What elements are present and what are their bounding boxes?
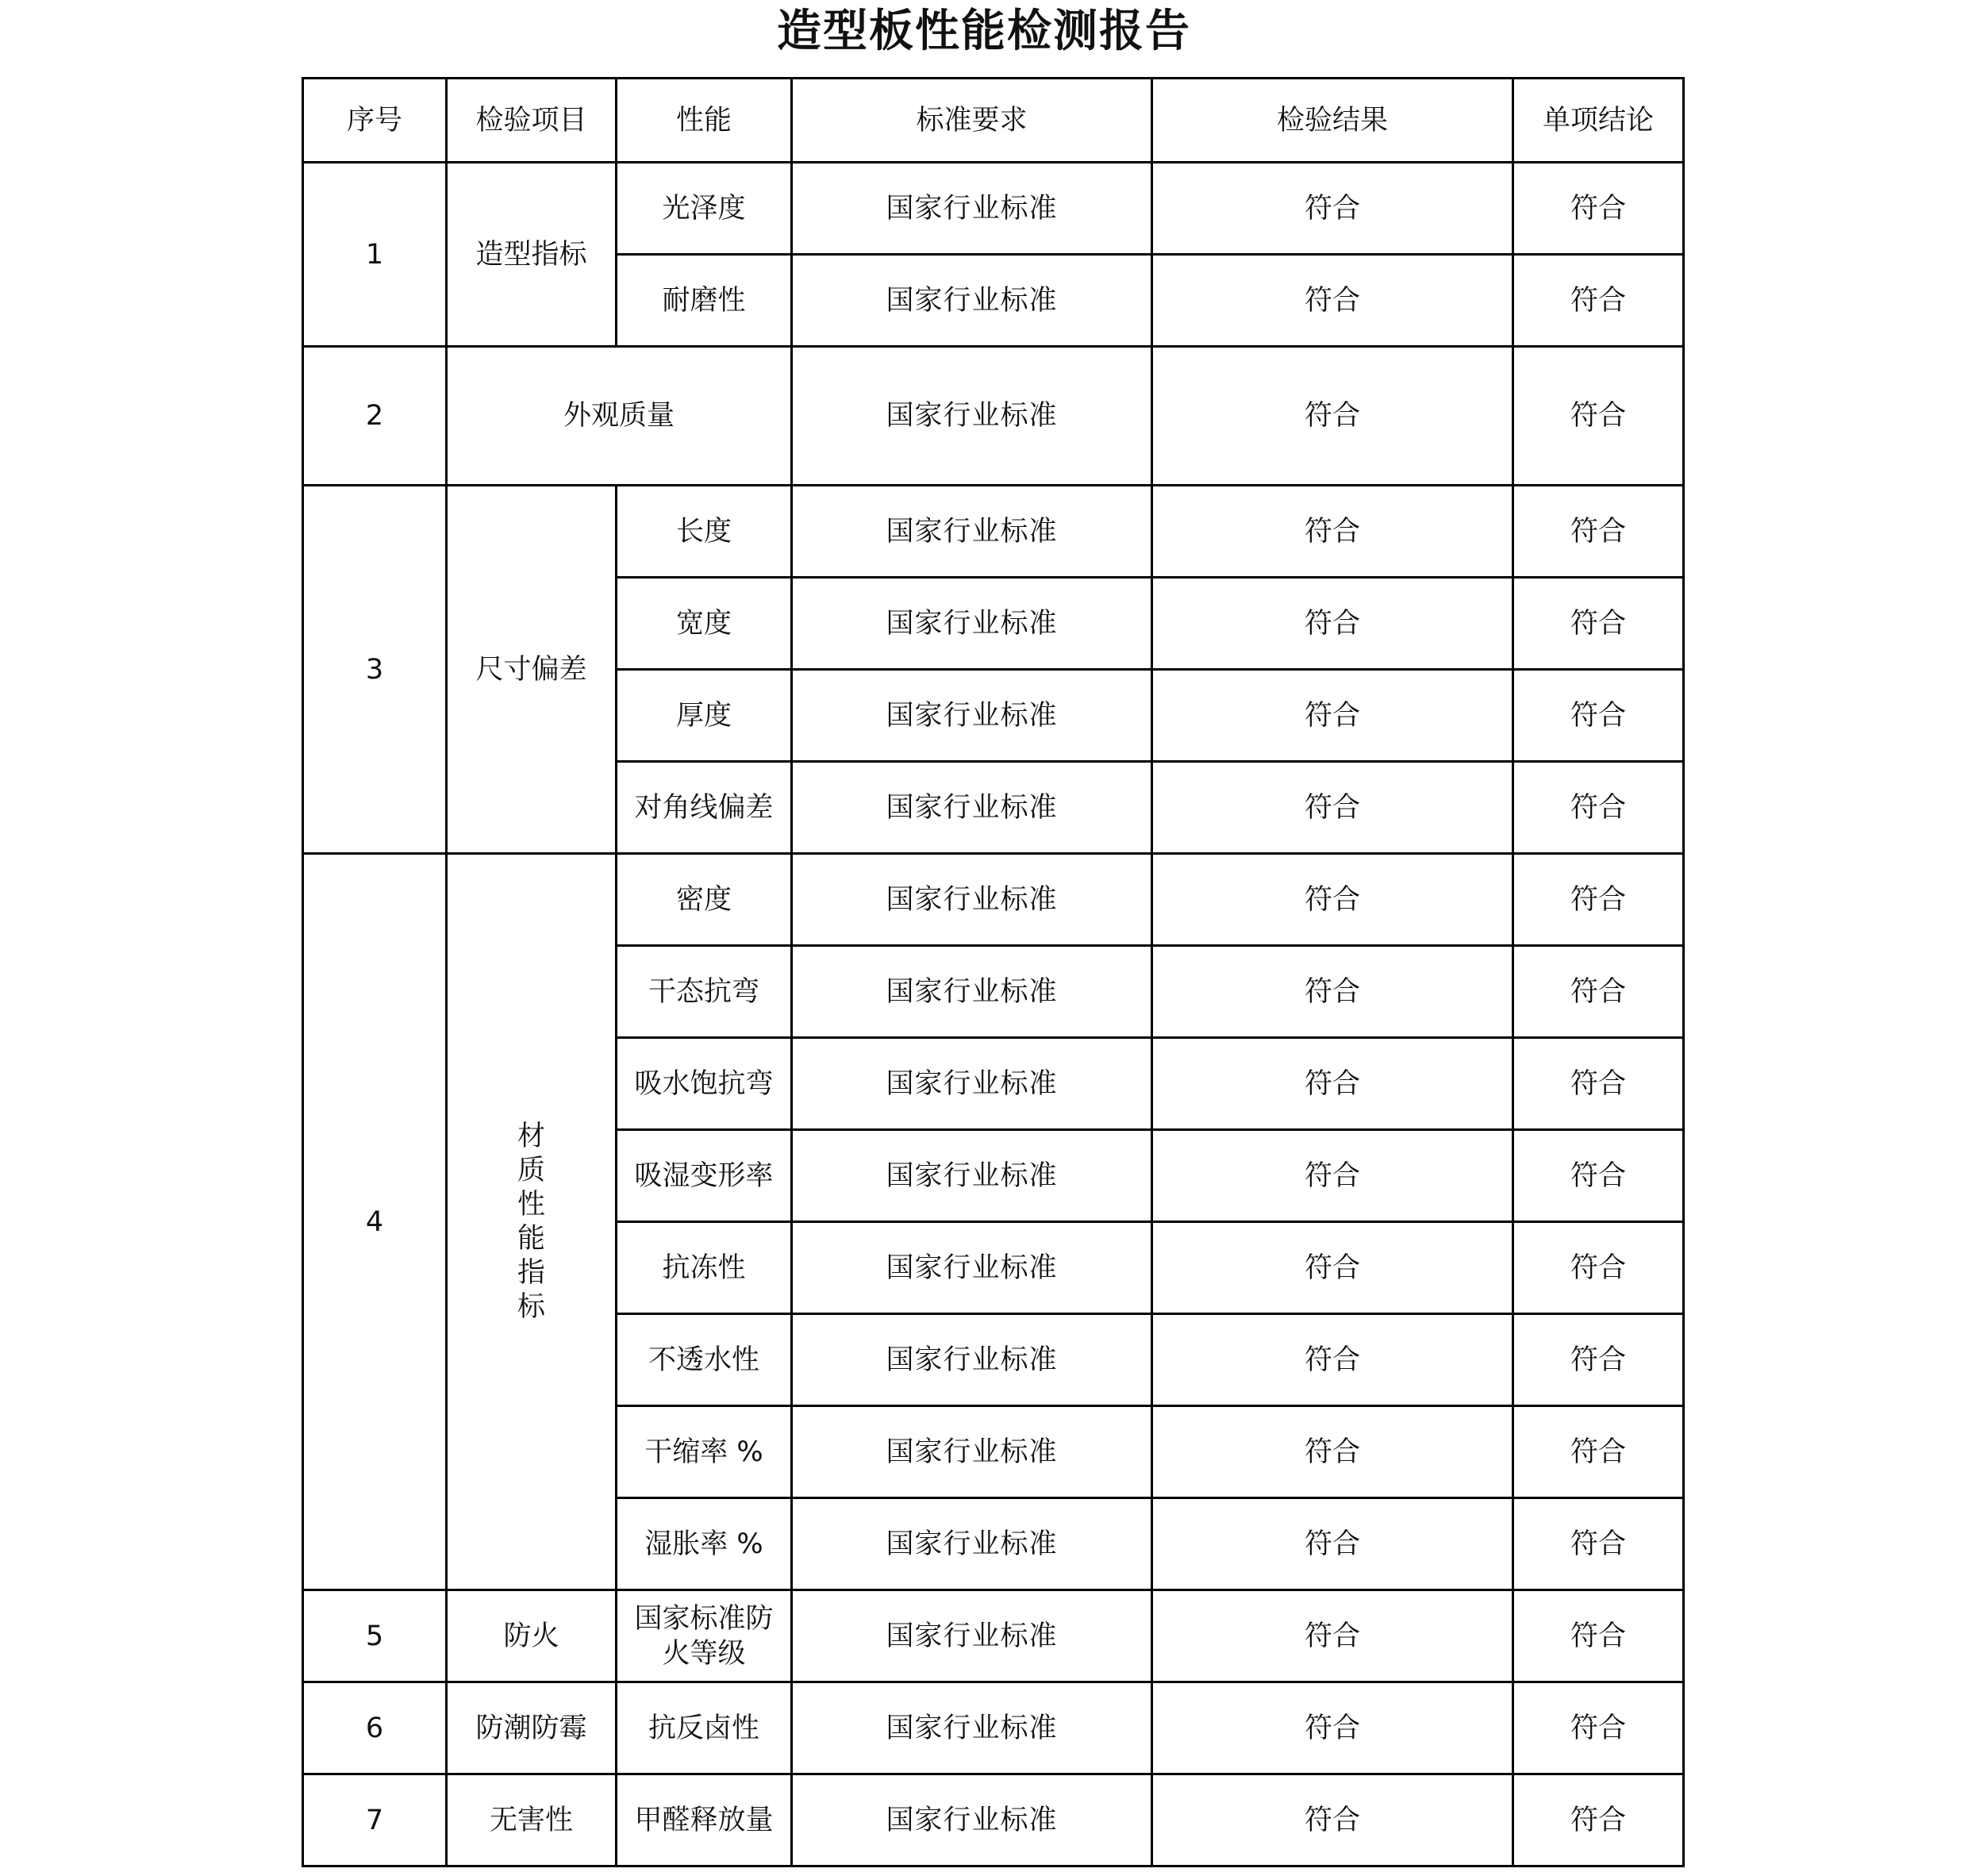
result-cell: 符合 (1152, 1682, 1513, 1774)
perf-cell: 甲醛释放量 (617, 1774, 792, 1866)
group-item: 防火 (447, 1590, 617, 1682)
header-perf: 性能 (617, 79, 792, 163)
std-cell: 国家行业标准 (792, 255, 1152, 347)
header-conclusion: 单项结论 (1513, 79, 1684, 163)
std-cell: 国家行业标准 (792, 1590, 1152, 1682)
std-cell: 国家行业标准 (792, 1038, 1152, 1130)
perf-cell (617, 1590, 792, 1682)
header-row (303, 79, 1684, 163)
result-cell: 符合 (1152, 347, 1513, 486)
std-cell: 国家行业标准 (792, 1314, 1152, 1406)
std-cell: 国家行业标准 (792, 163, 1152, 255)
conclusion-cell: 符合 (1513, 670, 1684, 762)
group-no: 7 (303, 1774, 447, 1866)
header-item: 检验项目 (447, 79, 617, 163)
perf-cell: 抗反卤性 (617, 1682, 792, 1774)
result-cell: 符合 (1152, 255, 1513, 347)
table-row (303, 1774, 1684, 1866)
result-cell: 符合 (1152, 1774, 1513, 1866)
result-cell: 符合 (1152, 1222, 1513, 1314)
group-no: 6 (303, 1682, 447, 1774)
group-item: 尺寸偏差 (447, 486, 617, 854)
std-cell: 国家行业标准 (792, 762, 1152, 854)
perf-cell: 抗冻性 (617, 1222, 792, 1314)
result-cell: 符合 (1152, 1406, 1513, 1498)
result-cell: 符合 (1152, 486, 1513, 578)
conclusion-cell: 符合 (1513, 163, 1684, 255)
conclusion-cell: 符合 (1513, 578, 1684, 670)
perf-cell: 吸湿变形率 (617, 1130, 792, 1222)
std-cell: 国家行业标准 (792, 946, 1152, 1038)
group-item-vertical (447, 854, 617, 1590)
group-item: 防潮防霉 (447, 1682, 617, 1774)
std-cell: 国家行业标准 (792, 1222, 1152, 1314)
perf-cell: 厚度 (617, 670, 792, 762)
perf-cell: 长度 (617, 486, 792, 578)
conclusion-cell: 符合 (1513, 1130, 1684, 1222)
result-cell: 符合 (1152, 578, 1513, 670)
perf-cell: 光泽度 (617, 163, 792, 255)
group-no: 5 (303, 1590, 447, 1682)
group-item: 无害性 (447, 1774, 617, 1866)
table-row (303, 1590, 1684, 1682)
conclusion-cell: 符合 (1513, 486, 1684, 578)
group-no: 2 (303, 347, 447, 486)
std-cell: 国家行业标准 (792, 347, 1152, 486)
group-no: 3 (303, 486, 447, 854)
conclusion-cell: 符合 (1513, 1222, 1684, 1314)
header-result: 检验结果 (1152, 79, 1513, 163)
perf-cell: 干态抗弯 (617, 946, 792, 1038)
perf-cell: 宽度 (617, 578, 792, 670)
std-cell: 国家行业标准 (792, 486, 1152, 578)
perf-cell: 耐磨性 (617, 255, 792, 347)
group-no: 4 (303, 854, 447, 1590)
std-cell: 国家行业标准 (792, 1498, 1152, 1590)
result-cell: 符合 (1152, 1130, 1513, 1222)
result-cell: 符合 (1152, 1314, 1513, 1406)
conclusion-cell: 符合 (1513, 347, 1684, 486)
report-title: 造型板性能检测报告 (777, 6, 1191, 57)
perf-text: 国家标准防火等级 (634, 1602, 774, 1670)
result-cell: 符合 (1152, 1590, 1513, 1682)
std-cell: 国家行业标准 (792, 854, 1152, 946)
group-item: 造型指标 (447, 163, 617, 347)
std-cell: 国家行业标准 (792, 578, 1152, 670)
conclusion-cell: 符合 (1513, 1774, 1684, 1866)
perf-cell: 密度 (617, 854, 792, 946)
group-item: 材质性能指标 (517, 1120, 546, 1323)
perf-cell: 干缩率 % (617, 1406, 792, 1498)
result-cell: 符合 (1152, 762, 1513, 854)
conclusion-cell: 符合 (1513, 762, 1684, 854)
table-row (303, 347, 1684, 486)
conclusion-cell: 符合 (1513, 1314, 1684, 1406)
result-cell: 符合 (1152, 670, 1513, 762)
std-cell: 国家行业标准 (792, 1682, 1152, 1774)
perf-cell: 吸水饱抗弯 (617, 1038, 792, 1130)
perf-cell: 湿胀率 % (617, 1498, 792, 1590)
result-cell: 符合 (1152, 1038, 1513, 1130)
table-row (303, 854, 1684, 946)
std-cell: 国家行业标准 (792, 1130, 1152, 1222)
perf-cell: 对角线偏差 (617, 762, 792, 854)
conclusion-cell: 符合 (1513, 1590, 1684, 1682)
result-cell: 符合 (1152, 1498, 1513, 1590)
std-cell: 国家行业标准 (792, 1774, 1152, 1866)
group-item: 外观质量 (447, 347, 792, 486)
conclusion-cell: 符合 (1513, 1038, 1684, 1130)
conclusion-cell: 符合 (1513, 1498, 1684, 1590)
result-cell: 符合 (1152, 163, 1513, 255)
result-cell: 符合 (1152, 854, 1513, 946)
table-row (303, 486, 1684, 578)
conclusion-cell: 符合 (1513, 255, 1684, 347)
std-cell: 国家行业标准 (792, 670, 1152, 762)
conclusion-cell: 符合 (1513, 1682, 1684, 1774)
result-cell: 符合 (1152, 946, 1513, 1038)
table-row (303, 163, 1684, 255)
conclusion-cell: 符合 (1513, 854, 1684, 946)
table-row (303, 1682, 1684, 1774)
std-cell: 国家行业标准 (792, 1406, 1152, 1498)
conclusion-cell: 符合 (1513, 1406, 1684, 1498)
header-no: 序号 (303, 79, 447, 163)
inspection-table (302, 77, 1685, 1867)
group-no: 1 (303, 163, 447, 347)
header-std: 标准要求 (792, 79, 1152, 163)
perf-cell: 不透水性 (617, 1314, 792, 1406)
conclusion-cell: 符合 (1513, 946, 1684, 1038)
